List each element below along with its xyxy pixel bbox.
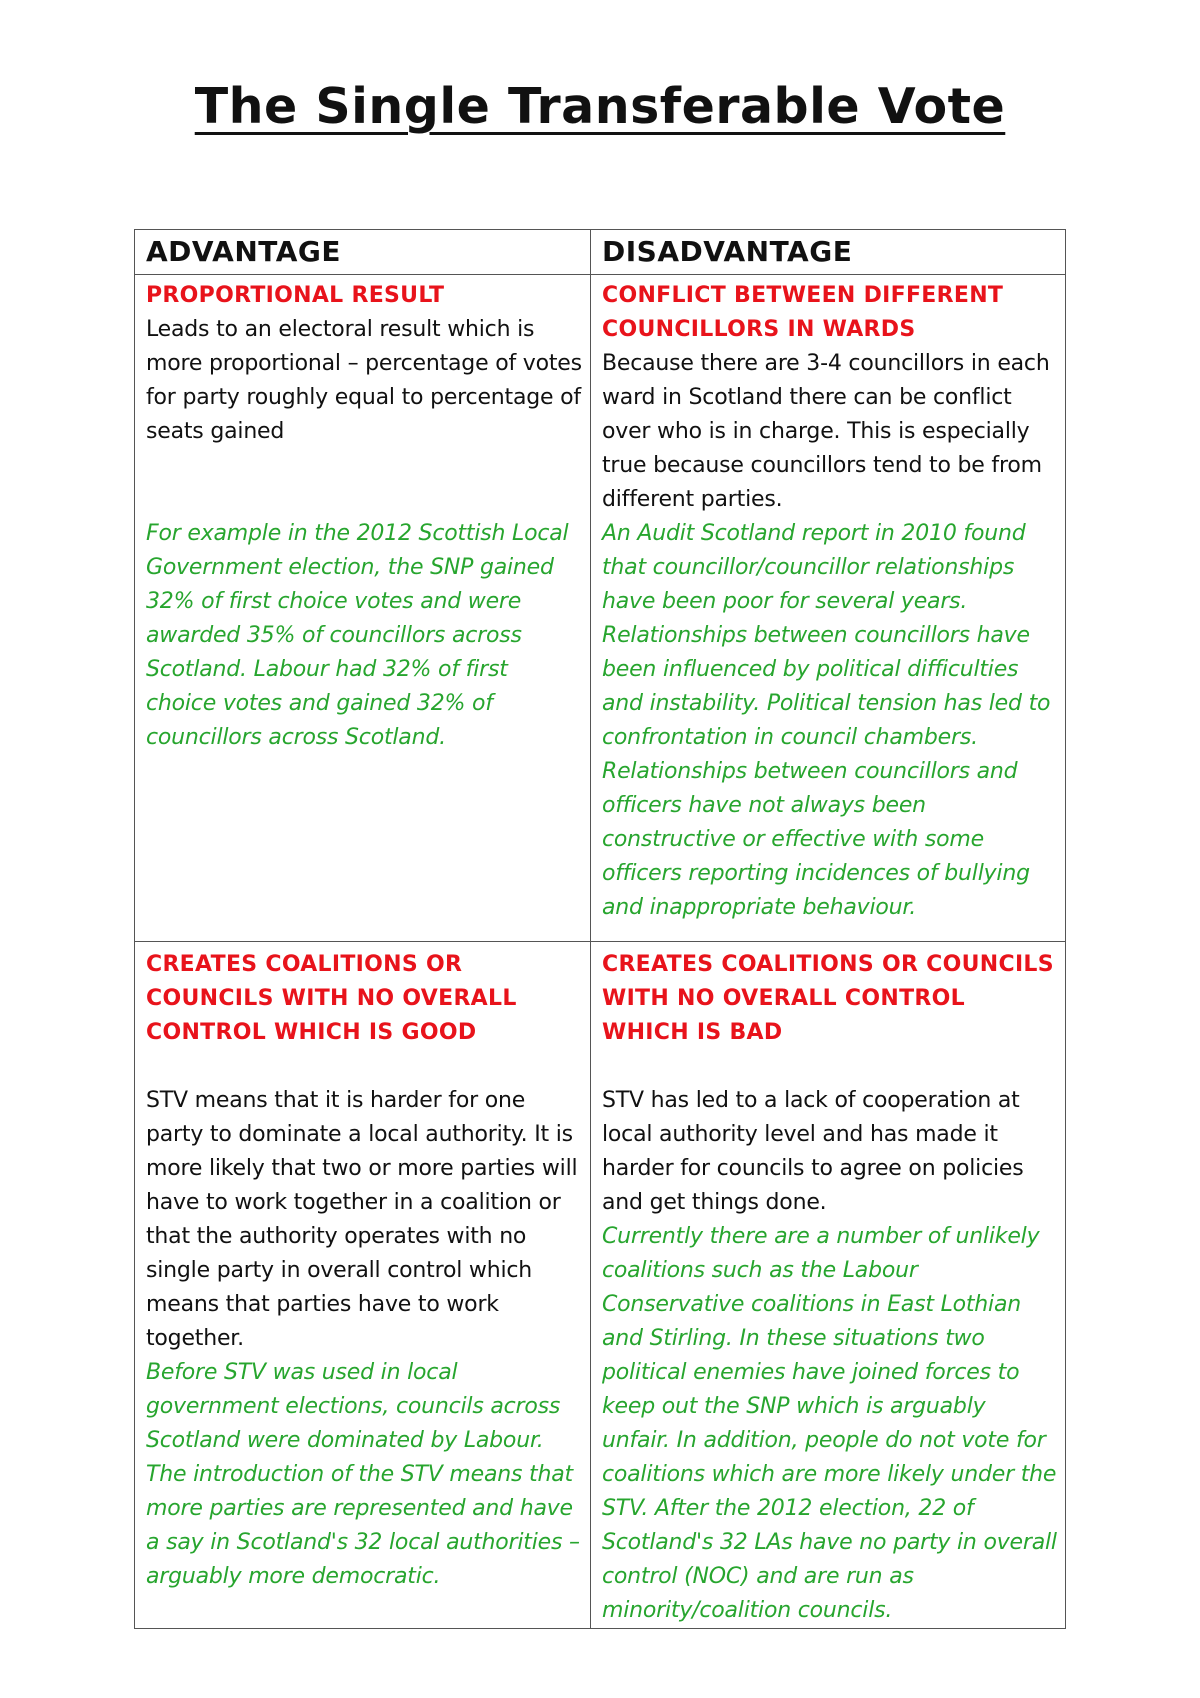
- advantage-cell-coalitions-good: [135, 942, 591, 1629]
- cell-heading: CREATES COALITIONS OR COUNCILS WITH NO OVERALL CONTROL WHICH IS BAD: [602, 952, 1054, 1045]
- cell-body: Leads to an electoral result which is more proportional – percentage of votes for party roughly equal to percentage of seats gained: [146, 317, 582, 444]
- table-header-row: [135, 230, 1066, 275]
- table-row: [135, 942, 1066, 1629]
- cell-body: STV has led to a lack of cooperation at local authority level and has made it harder for councils to agree on policies and get things done.: [602, 1088, 1024, 1215]
- cell-example: For example in the 2012 Scottish Local Government election, the SNP gained 32% of first choice votes and were awarded 35% of councillors across Scotland. Labour had 32% of first choice votes and gained 32% of councillors across Scotland.: [146, 521, 569, 750]
- cell-heading: CREATES COALITIONS OR COUNCILS WITH NO OVERALL CONTROL WHICH IS GOOD: [146, 952, 517, 1045]
- advantage-column-header: ADVANTAGE: [135, 230, 591, 275]
- cell-body: STV means that it is harder for one party to dominate a local authority. It is more likely that two or more parties will have to work together in a coalition or that the authority operates with no single party in overall control which means that parties have to work together.: [146, 1088, 578, 1351]
- advantages-disadvantages-table: [134, 229, 1066, 1629]
- disadvantage-cell-coalitions-bad: [591, 942, 1066, 1629]
- table-row: [135, 275, 1066, 942]
- cell-example: Currently there are a number of unlikely coalitions such as the Labour Conservative coalitions in East Lothian and Stirling. In these situations two political enemies have joined forces to keep out the SNP which is arguably unfair. In addition, people do not vote for coalitions which are more likely under the STV. After the 2012 election, 22 of Scotland's 32 LAs have no party in overall control (NOC) and are run as minority/coalition councils.: [602, 1224, 1057, 1623]
- disadvantage-cell-councillor-conflict: [591, 275, 1066, 942]
- cell-example: An Audit Scotland report in 2010 found that councillor/councillor relationships have been poor for several years. Relationships between councillors have been influenced by political difficulties and instability. Political tension has led to confrontation in council chambers. Relationships between councillors and officers have not always been constructive or effective with some officers reporting incidences of bullying and inappropriate behaviour.: [602, 521, 1051, 920]
- cell-heading: CONFLICT BETWEEN DIFFERENT COUNCILLORS IN WARDS: [602, 283, 1004, 342]
- disadvantage-column-header: DISADVANTAGE: [591, 230, 1066, 275]
- cell-heading: PROPORTIONAL RESULT: [146, 283, 445, 308]
- advantage-cell-proportional-result: [135, 275, 591, 942]
- page-title: The Single Transferable Vote: [194, 78, 1006, 135]
- cell-example: Before STV was used in local government elections, councils across Scotland were dominated by Labour. The introduction of the STV means that more parties are represented and have a say in Scotland's 32 local authorities – arguably more democratic.: [146, 1360, 580, 1589]
- cell-body: Because there are 3-4 councillors in each ward in Scotland there can be conflict over who is in charge. This is especially true because councillors tend to be from different parties.: [602, 351, 1050, 512]
